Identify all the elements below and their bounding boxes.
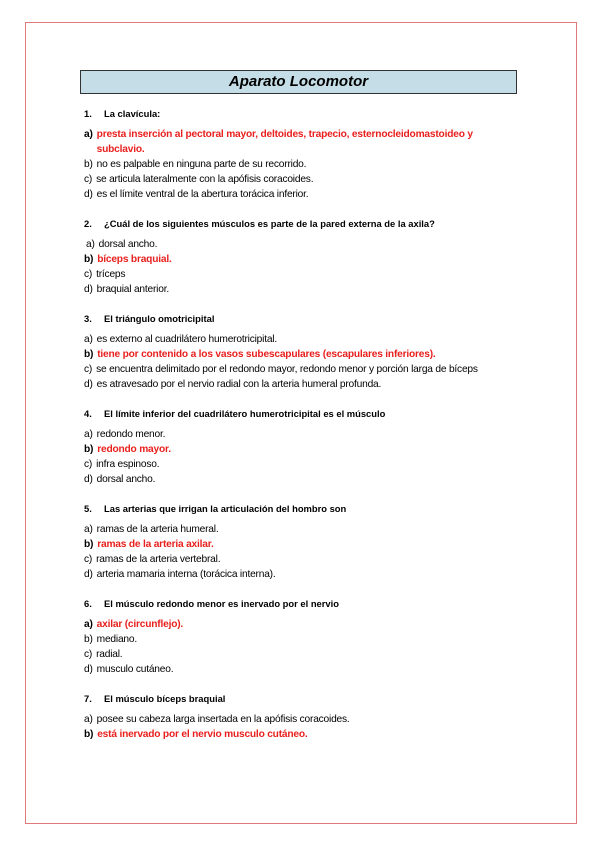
option-letter: d) xyxy=(84,474,93,485)
option-text: bíceps braquial. xyxy=(97,254,172,265)
question-number: 5. xyxy=(84,503,92,514)
answer-option-correct xyxy=(84,252,514,267)
answer-option-correct xyxy=(84,127,514,157)
answer-option xyxy=(84,332,514,347)
option-letter: a) xyxy=(86,239,95,250)
answer-option xyxy=(84,237,514,252)
option-letter: a) xyxy=(84,334,93,345)
answer-option-correct xyxy=(84,347,514,362)
question-number: 7. xyxy=(84,693,92,704)
option-text: redondo mayor. xyxy=(97,444,171,455)
option-text: infra espinoso. xyxy=(96,459,160,470)
option-letter: d) xyxy=(84,379,93,390)
answer-option-correct xyxy=(84,442,514,457)
option-letter: b) xyxy=(84,254,94,265)
option-text: redondo menor. xyxy=(96,429,166,440)
option-letter: b) xyxy=(84,349,94,360)
question-4 xyxy=(84,406,514,421)
option-text: dorsal ancho. xyxy=(98,239,158,250)
option-letter: c) xyxy=(84,554,93,565)
option-text: tiene por contenido a los vasos subescapulares (escapulares inferiores). xyxy=(97,349,436,360)
option-text: ramas de la arteria axilar. xyxy=(97,539,214,550)
question-3 xyxy=(84,311,514,326)
option-letter: d) xyxy=(84,284,93,295)
option-text: dorsal ancho. xyxy=(96,474,156,485)
option-letter: c) xyxy=(84,364,93,375)
question-text: El límite inferior del cuadrilátero humerotricipital es el músculo xyxy=(104,408,386,419)
option-letter: b) xyxy=(84,159,93,170)
option-letter: b) xyxy=(84,444,94,455)
option-letter: c) xyxy=(84,269,93,280)
option-letter: a) xyxy=(84,619,93,630)
question-7 xyxy=(84,691,514,706)
answer-option xyxy=(84,282,514,297)
answer-option xyxy=(84,552,514,567)
question-number: 2. xyxy=(84,218,92,229)
option-letter: a) xyxy=(84,129,93,140)
option-text: braquial anterior. xyxy=(96,284,169,295)
option-text: tríceps xyxy=(96,269,126,280)
answer-option xyxy=(84,457,514,472)
option-text: arteria mamaria interna (torácica interna). xyxy=(96,569,276,580)
answer-option xyxy=(84,172,514,187)
answer-option xyxy=(84,472,514,487)
option-letter: a) xyxy=(84,524,93,535)
question-text: Las arterias que irrigan la articulación del hombro son xyxy=(104,503,347,514)
question-text: El músculo bíceps braquial xyxy=(104,693,226,704)
option-text: radial. xyxy=(96,649,123,660)
option-letter: d) xyxy=(84,664,93,675)
answer-option xyxy=(84,187,514,202)
option-letter: c) xyxy=(84,174,93,185)
answer-option xyxy=(84,662,514,677)
answer-option xyxy=(84,377,514,392)
option-text: se encuentra delimitado por el redondo mayor, redondo menor y porción larga de bíceps xyxy=(96,364,478,375)
option-text: ramas de la arteria humeral. xyxy=(96,524,219,535)
question-text: El músculo redondo menor es inervado por el nervio xyxy=(104,598,339,609)
answer-option xyxy=(84,157,514,172)
answer-option xyxy=(84,267,514,282)
question-1 xyxy=(84,106,514,121)
answer-option-correct xyxy=(84,727,514,742)
option-letter: b) xyxy=(84,634,93,645)
option-letter: b) xyxy=(84,729,94,740)
answer-option xyxy=(84,647,514,662)
option-text: es externo al cuadrilátero humerotricipital. xyxy=(96,334,277,345)
answer-option-correct xyxy=(84,537,514,552)
question-6 xyxy=(84,596,514,611)
option-text: se articula lateralmente con la apófisis coracoides. xyxy=(96,174,314,185)
option-text: ramas de la arteria vertebral. xyxy=(96,554,221,565)
answer-option xyxy=(84,632,514,647)
option-letter: a) xyxy=(84,714,93,725)
document-title: Aparato Locomotor xyxy=(80,70,517,94)
option-letter: c) xyxy=(84,459,93,470)
option-letter: c) xyxy=(84,649,93,660)
answer-option-correct xyxy=(84,617,514,632)
question-number: 6. xyxy=(84,598,92,609)
option-letter: b) xyxy=(84,539,94,550)
question-number: 3. xyxy=(84,313,92,324)
option-letter: a) xyxy=(84,429,93,440)
answer-option xyxy=(84,522,514,537)
option-text: presta inserción al pectoral mayor, deltoides, trapecio, esternocleidomastoideo y subclavio. xyxy=(96,129,473,155)
option-text: es atravesado por el nervio radial con la arteria humeral profunda. xyxy=(96,379,382,390)
option-text: axilar (circunflejo). xyxy=(96,619,184,630)
option-letter: d) xyxy=(84,569,93,580)
option-text: mediano. xyxy=(96,634,137,645)
question-list xyxy=(84,106,514,742)
answer-option xyxy=(84,712,514,727)
option-text: es el límite ventral de la abertura torácica inferior. xyxy=(96,189,309,200)
option-text: no es palpable en ninguna parte de su recorrido. xyxy=(96,159,307,170)
answer-option xyxy=(84,567,514,582)
question-text: La clavícula: xyxy=(104,108,161,119)
option-text: está inervado por el nervio musculo cutáneo. xyxy=(97,729,308,740)
question-text: ¿Cuál de los siguientes músculos es parte de la pared externa de la axila? xyxy=(104,218,435,229)
answer-option xyxy=(84,362,514,377)
question-5 xyxy=(84,501,514,516)
answer-option xyxy=(84,427,514,442)
question-2 xyxy=(84,216,514,231)
question-number: 1. xyxy=(84,108,92,119)
option-text: posee su cabeza larga insertada en la apófisis coracoides. xyxy=(96,714,350,725)
option-text: musculo cutáneo. xyxy=(96,664,174,675)
option-letter: d) xyxy=(84,189,93,200)
question-text: El triángulo omotricipital xyxy=(104,313,215,324)
question-number: 4. xyxy=(84,408,92,419)
